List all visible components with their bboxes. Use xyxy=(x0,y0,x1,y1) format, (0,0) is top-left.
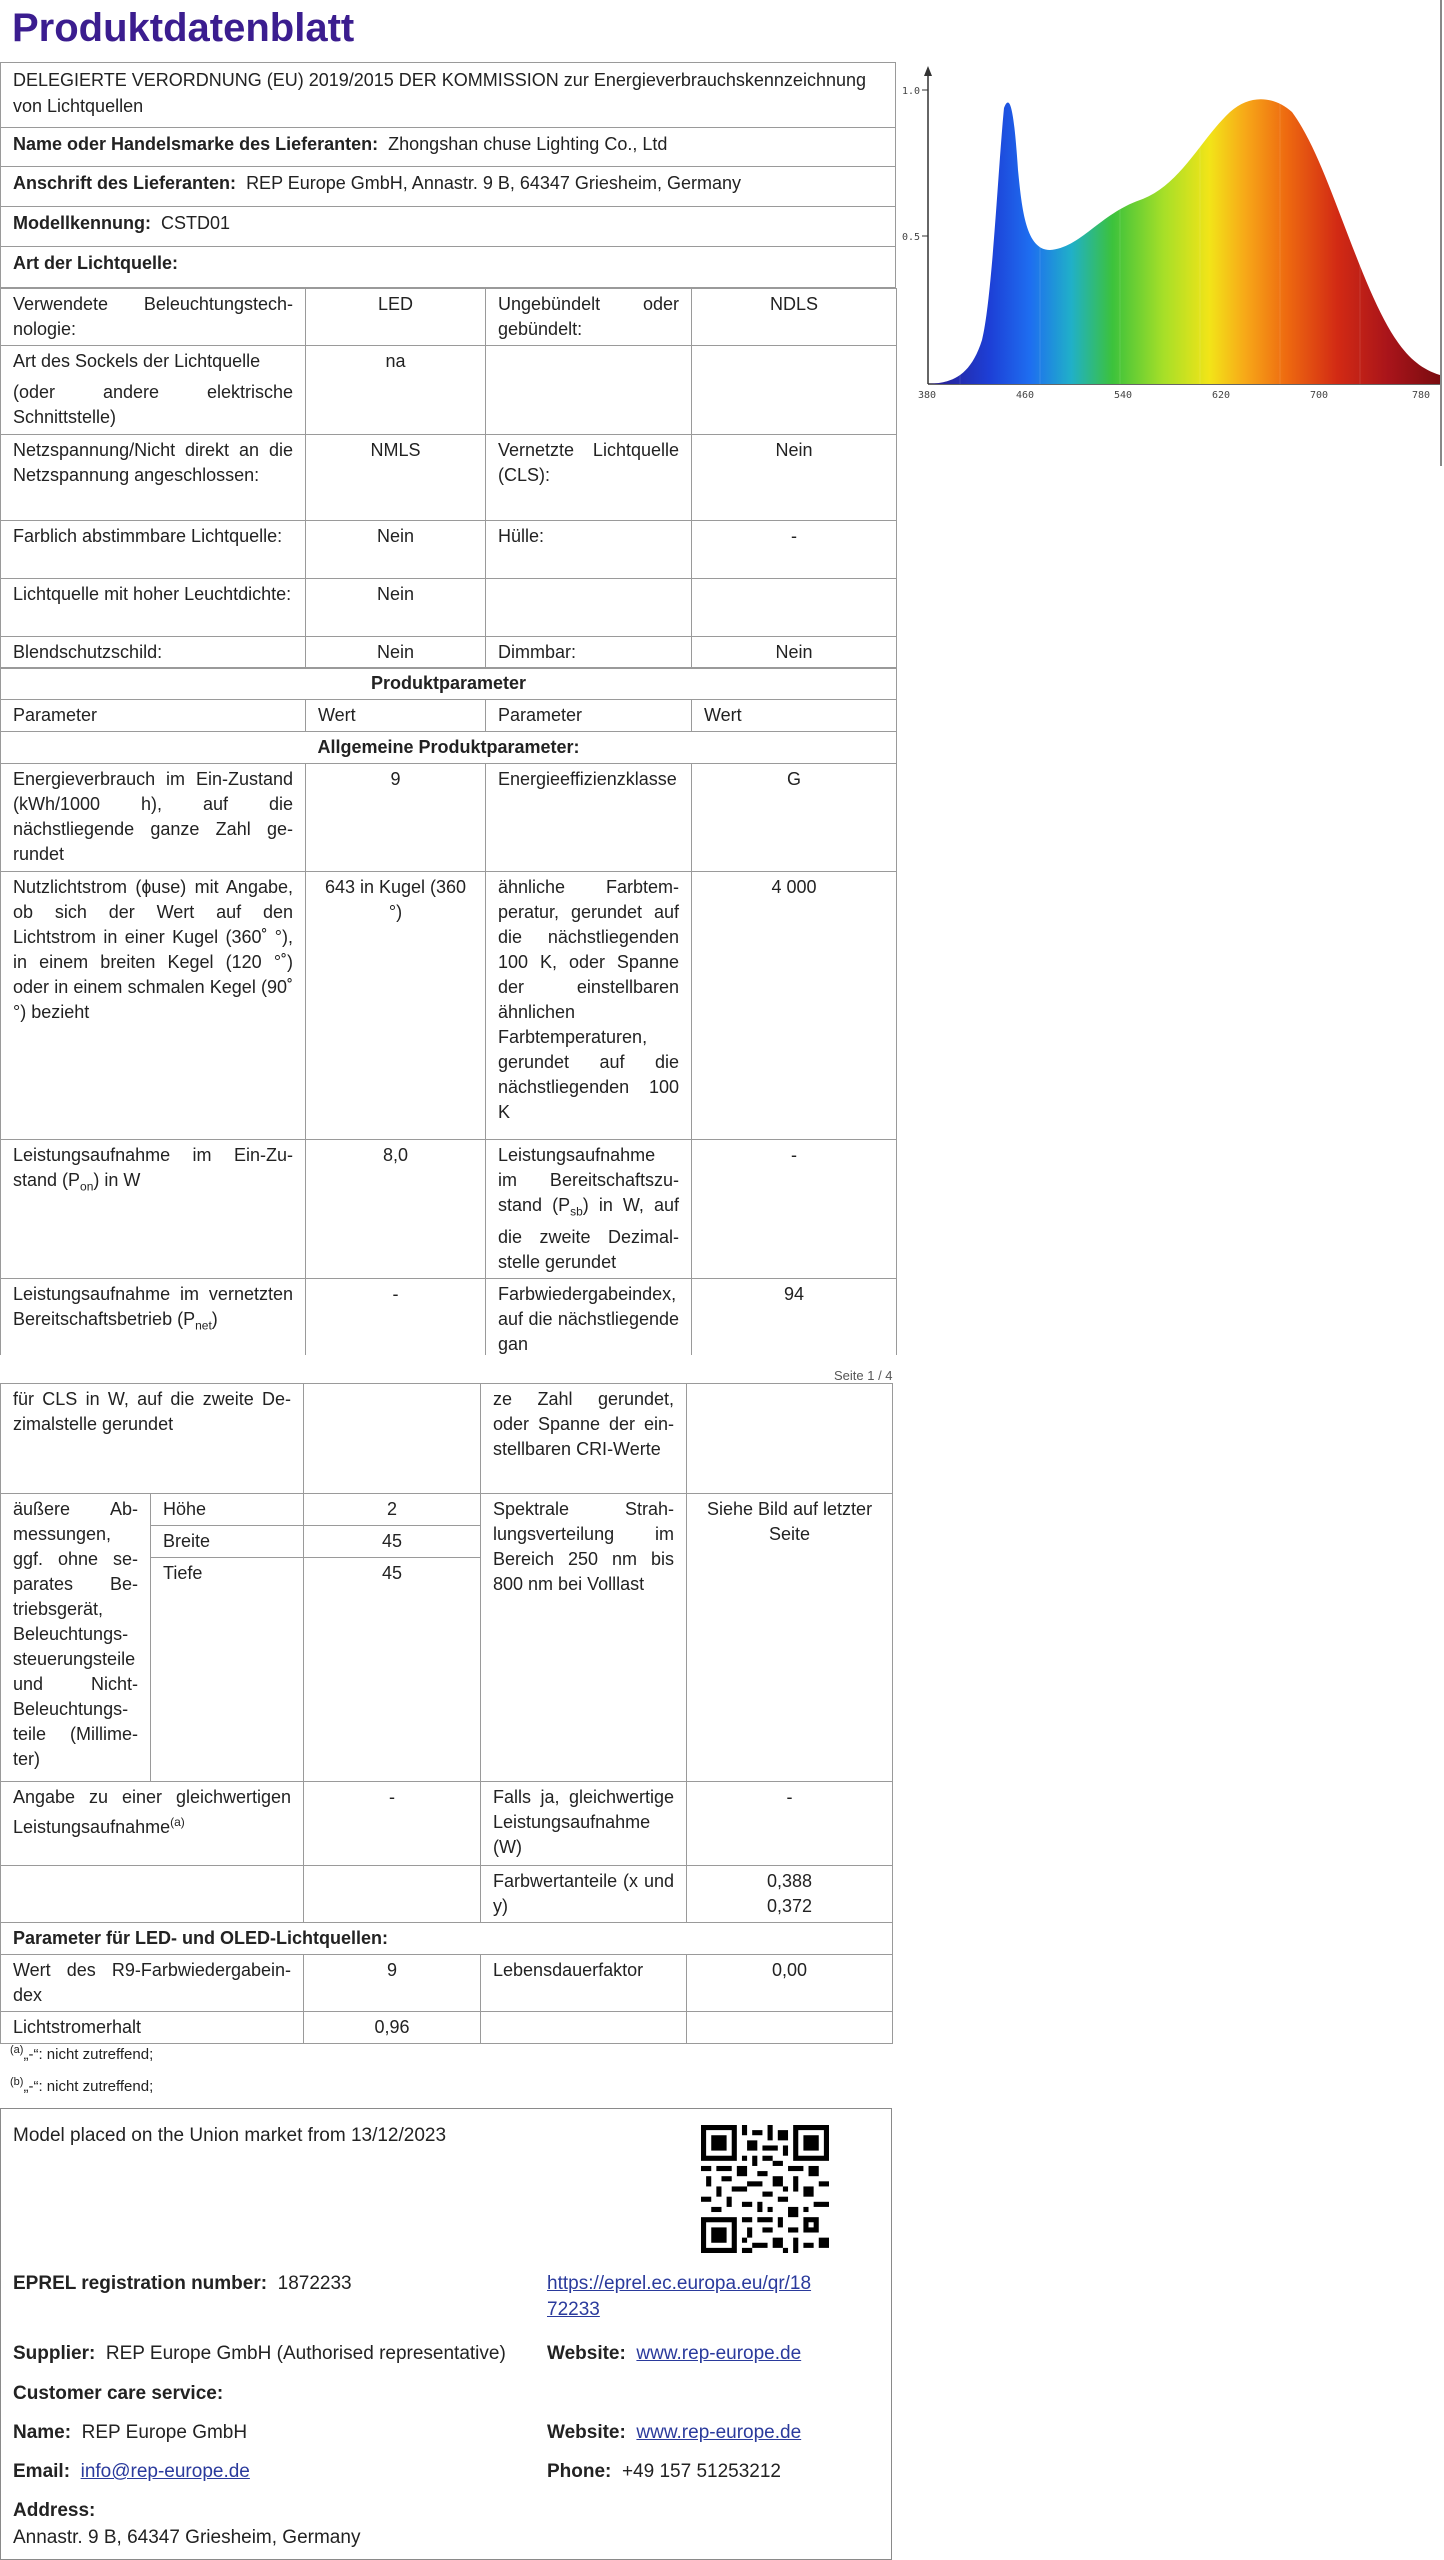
table-cell xyxy=(486,346,692,435)
table-cell: Nein xyxy=(692,637,897,669)
socket-label: Art des Sockels der Lichtquelle xyxy=(13,351,261,371)
params-table xyxy=(0,667,897,1361)
table-cell xyxy=(1,1782,304,1866)
table-row xyxy=(1,1866,893,1923)
table-cell: 9 xyxy=(304,1955,481,2012)
address-value: REP Europe GmbH, Annastr. 9 B, 64347 Griesheim, Germany xyxy=(246,173,741,193)
table-cell xyxy=(687,1866,893,1923)
psb-label-end: ) in W, auf die zweite Dezimalstelle gerundet xyxy=(498,1195,679,1272)
supplier-row xyxy=(13,2341,506,2367)
footnote-marker: (a) xyxy=(10,2044,24,2056)
table-cell xyxy=(304,1866,481,1923)
table-cell: NDLS xyxy=(692,289,897,346)
section-title: Produktparameter xyxy=(1,668,897,700)
pnet-label-end: ) xyxy=(211,1308,218,1329)
table-row xyxy=(1,1384,893,1494)
x-tick: 380 xyxy=(918,390,937,401)
table-cell: - xyxy=(306,1278,486,1360)
table-row xyxy=(1,1278,897,1360)
address-value: Annastr. 9 B, 64347 Griesheim, Germany xyxy=(13,2527,361,2548)
table-cell: Farblich abstimmbare Lichtquelle: xyxy=(1,521,306,579)
table-cell: 45 xyxy=(304,1558,481,1782)
table-cell: Energieverbrauch im Ein-Zustand (kWh/1000 h), auf die nächstliegende ganze Zahl gerundet xyxy=(1,764,306,872)
website-label: Website: xyxy=(547,2343,626,2364)
table-row xyxy=(1,1494,893,1526)
table-cell: Vernetzte Lichtquelle (CLS): xyxy=(486,435,692,521)
table-row xyxy=(1,346,897,435)
table-cell: 94 xyxy=(692,1278,897,1360)
website-link[interactable]: www.rep-europe.de xyxy=(636,2343,802,2364)
x-tick: 780 xyxy=(1412,390,1431,401)
eprel-box xyxy=(0,2108,892,2560)
section-title: Allgemeine Produktparameter: xyxy=(1,732,897,764)
table-cell: ze Zahl gerundet, oder Spanne der einstellbaren CRI-Werte xyxy=(481,1384,687,1494)
spectral-distribution-image xyxy=(900,0,1442,466)
table-row xyxy=(1,1140,897,1279)
table-cell xyxy=(304,1384,481,1494)
table-cell: Dimmbar: xyxy=(486,637,692,669)
table-cell: Lichtstromerhalt xyxy=(1,2012,304,2044)
table-row xyxy=(1,289,897,346)
phone-value: +49 157 51253212 xyxy=(621,2461,781,2482)
table-cell: Nein xyxy=(306,579,486,637)
table-row xyxy=(1,872,897,1140)
table-row xyxy=(1,637,897,669)
website2-row xyxy=(547,2420,801,2446)
psb-sub: sb xyxy=(570,1204,583,1219)
page-number: Seite 1 / 4 xyxy=(834,1368,893,1383)
table-cell: Nein xyxy=(306,521,486,579)
table-cell: Farbwertanteile (x und y) xyxy=(481,1866,687,1923)
model-row xyxy=(0,207,896,247)
table-cell xyxy=(687,1384,893,1494)
table-cell: - xyxy=(692,521,897,579)
address-label: Address: xyxy=(13,2500,96,2521)
table-row xyxy=(1,1782,893,1866)
name-value: REP Europe GmbH xyxy=(81,2422,248,2443)
table-cell: - xyxy=(304,1782,481,1866)
customer-care-label: Customer care service: xyxy=(13,2383,224,2404)
column-header: Parameter xyxy=(486,700,692,732)
table-cell: äußere Abmessungen, ggf. ohne separates Betriebsgerät, Beleuchtungssteuerungsteile und Nicht-Beleuchtungsteile (Millimeter) xyxy=(1,1494,151,1782)
table-row xyxy=(1,521,897,579)
pon-label-end: ) in W xyxy=(93,1170,141,1190)
table-cell: Wert des R9-Farbwiedergabeindex xyxy=(1,1955,304,2012)
table-cell: Verwendete Beleuchtungstechnologie: xyxy=(1,289,306,346)
supplier-value: Zhongshan chuse Lighting Co., Ltd xyxy=(388,134,668,154)
y-tick: 1.0 xyxy=(902,86,921,97)
pon-sub: on xyxy=(80,1179,94,1194)
footnote-text: „-“: nicht zutreffend; xyxy=(23,2046,154,2063)
table-cell: LED xyxy=(306,289,486,346)
table-cell: Höhe xyxy=(151,1494,304,1526)
table-row xyxy=(1,2012,893,2044)
table-cell: Nein xyxy=(692,435,897,521)
page-break xyxy=(0,1355,900,1383)
y-tick: 0.5 xyxy=(902,232,921,243)
psb-label: Leistungsaufnahme im Bereitschaftszustand (P xyxy=(498,1145,679,1215)
equiv-footnote-ref: (a) xyxy=(170,1815,185,1829)
table-cell: Hülle: xyxy=(486,521,692,579)
table-cell: 45 xyxy=(304,1526,481,1558)
params-table-continued xyxy=(0,1383,893,2044)
phone-label: Phone: xyxy=(547,2461,612,2482)
table-cell: Nutzlichtstrom (ɸuse) mit Angabe, ob sich der Wert auf den Lichtstrom in einer Kugel (360˚ °), in einem breiten Kegel (120 °˚) oder in einem schmalen Kegel (90˚ °) bezieht xyxy=(1,872,306,1140)
socket-label-sub: (oder andere elektrische Schnittstelle) xyxy=(13,382,293,427)
column-header: Wert xyxy=(692,700,897,732)
spectrum-graph xyxy=(900,0,1440,466)
address-label: Anschrift des Lieferanten: xyxy=(13,173,237,193)
table-row xyxy=(1,1955,893,2012)
table-cell: - xyxy=(692,1140,897,1279)
table-cell xyxy=(1,1278,306,1360)
table-cell: 0,96 xyxy=(304,2012,481,2044)
table-row xyxy=(1,668,897,700)
supplier-label: Name oder Handelsmarke des Lieferanten: xyxy=(13,134,379,154)
table-row xyxy=(1,435,897,521)
address-row xyxy=(0,167,896,207)
table-cell: Netzspannung/Nicht direkt an die Netzspannung angeschlossen: xyxy=(1,435,306,521)
table-cell: NMLS xyxy=(306,435,486,521)
table-cell: Tiefe xyxy=(151,1558,304,1782)
column-header: Wert xyxy=(306,700,486,732)
chroma-x: 0,388 xyxy=(766,1871,813,1891)
table-cell: 0,00 xyxy=(687,1955,893,2012)
table-cell: 9 xyxy=(306,764,486,872)
eprel-reg-label: EPREL registration number: xyxy=(13,2273,268,2294)
table-cell xyxy=(486,1140,692,1279)
table-cell: Spektrale Strahlungsverteilung im Bereich 250 nm bis 800 nm bei Volllast xyxy=(481,1494,687,1782)
eprel-link[interactable]: https://eprel.ec.europa.eu/qr/18 xyxy=(547,2273,812,2294)
table-row xyxy=(1,1923,893,1955)
email-label: Email: xyxy=(13,2461,71,2482)
placed-on-market: Model placed on the Union market from 13/12/2023 xyxy=(13,2125,447,2146)
table-cell: Blendschutzschild: xyxy=(1,637,306,669)
x-tick: 700 xyxy=(1310,390,1329,401)
phone-row xyxy=(547,2459,781,2485)
table-cell: ähnliche Farbtemperatur, gerundet auf die nächstliegenden 100 K, oder Spanne der einstellbaren ähnlichen Farbtemperaturen, gerundet auf die nächstliegenden 100 K xyxy=(486,872,692,1140)
model-label: Modellkennung: xyxy=(13,213,151,233)
table-cell: 643 in Kugel (360 °) xyxy=(306,872,486,1140)
regulation-text: DELEGIERTE VERORDNUNG (EU) 2019/2015 DER KOMMISSION zur Energieverbrauchskennzeichnung von Lichtquellen xyxy=(0,62,896,128)
lightsource-table xyxy=(0,288,897,669)
table-header-row xyxy=(1,700,897,732)
table-row xyxy=(1,764,897,872)
footnote-b xyxy=(10,2076,153,2095)
table-row xyxy=(1,579,897,637)
table-cell xyxy=(687,2012,893,2044)
eprel-reg-value: 1872233 xyxy=(277,2273,352,2294)
qr-code-icon[interactable] xyxy=(701,2125,829,2253)
supplier-row xyxy=(0,128,896,167)
table-cell xyxy=(481,2012,687,2044)
supplier-value: REP Europe GmbH (Authorised representative) xyxy=(105,2343,506,2364)
table-cell: Falls ja, gleichwertige Leistungsaufnahme (W) xyxy=(481,1782,687,1866)
table-cell: Farbwiedergabeindex, auf die nächstliegende gan xyxy=(486,1278,692,1360)
lightsource-label: Art der Lichtquelle: xyxy=(13,253,179,273)
table-cell: - xyxy=(687,1782,893,1866)
eprel-link-cont[interactable]: 72233 xyxy=(547,2299,600,2320)
table-cell: na xyxy=(306,346,486,435)
table-cell: Lebensdauerfaktor xyxy=(481,1955,687,2012)
table-cell: für CLS in W, auf die zweite Dezimalstelle gerundet xyxy=(1,1384,304,1494)
email-row xyxy=(13,2459,250,2485)
customer-care-title xyxy=(13,2381,223,2407)
equiv-label: Angabe zu einer gleichwertigen Leistungsaufnahme xyxy=(13,1787,292,1837)
table-cell xyxy=(486,579,692,637)
table-cell: Nein xyxy=(306,637,486,669)
website2-label: Website: xyxy=(547,2422,626,2443)
table-cell: Siehe Bild auf letzter Seite xyxy=(687,1494,893,1782)
table-cell: 8,0 xyxy=(306,1140,486,1279)
website-row xyxy=(547,2341,801,2367)
table-cell xyxy=(1,1866,304,1923)
page-title: Produktdatenblatt xyxy=(12,6,355,50)
pon-label: Leistungsaufnahme im Ein-Zustand (P xyxy=(13,1145,293,1190)
chroma-y: 0,372 xyxy=(766,1896,813,1916)
eprel-url[interactable] xyxy=(547,2271,811,2323)
table-cell: G xyxy=(692,764,897,872)
lightsource-title-row xyxy=(0,247,896,288)
eprel-reg-row xyxy=(13,2271,352,2297)
footnote-text: „-“: nicht zutreffend; xyxy=(23,2078,154,2095)
x-tick: 540 xyxy=(1114,390,1133,401)
footnote-a xyxy=(10,2044,153,2063)
address-title xyxy=(13,2498,95,2524)
section-title: Parameter für LED- und OLED-Lichtquellen: xyxy=(1,1923,893,1955)
table-cell: Breite xyxy=(151,1526,304,1558)
name-label: Name: xyxy=(13,2422,72,2443)
table-cell: 2 xyxy=(304,1494,481,1526)
model-value: CSTD01 xyxy=(161,213,231,233)
supplier-label: Supplier: xyxy=(13,2343,96,2364)
x-tick: 620 xyxy=(1212,390,1231,401)
x-tick: 460 xyxy=(1016,390,1035,401)
pnet-sub: net xyxy=(195,1318,212,1333)
table-cell: 4 000 xyxy=(692,872,897,1140)
table-cell: Ungebündelt oder gebündelt: xyxy=(486,289,692,346)
table-cell xyxy=(1,1140,306,1279)
table-cell xyxy=(692,579,897,637)
table-cell: Energieeffizienzklasse xyxy=(486,764,692,872)
table-cell: Lichtquelle mit hoher Leuchtdichte: xyxy=(1,579,306,637)
name-row xyxy=(13,2420,247,2446)
pnet-label: Leistungsaufnahme im vernetzten Bereitschaftsbetrieb (P xyxy=(13,1283,293,1329)
table-cell xyxy=(692,346,897,435)
website2-link[interactable]: www.rep-europe.de xyxy=(636,2422,802,2443)
footnote-marker: (b) xyxy=(10,2076,24,2088)
email-link[interactable]: info@rep-europe.de xyxy=(80,2461,250,2482)
column-header: Parameter xyxy=(1,700,306,732)
table-cell xyxy=(1,346,306,435)
table-row xyxy=(1,732,897,764)
